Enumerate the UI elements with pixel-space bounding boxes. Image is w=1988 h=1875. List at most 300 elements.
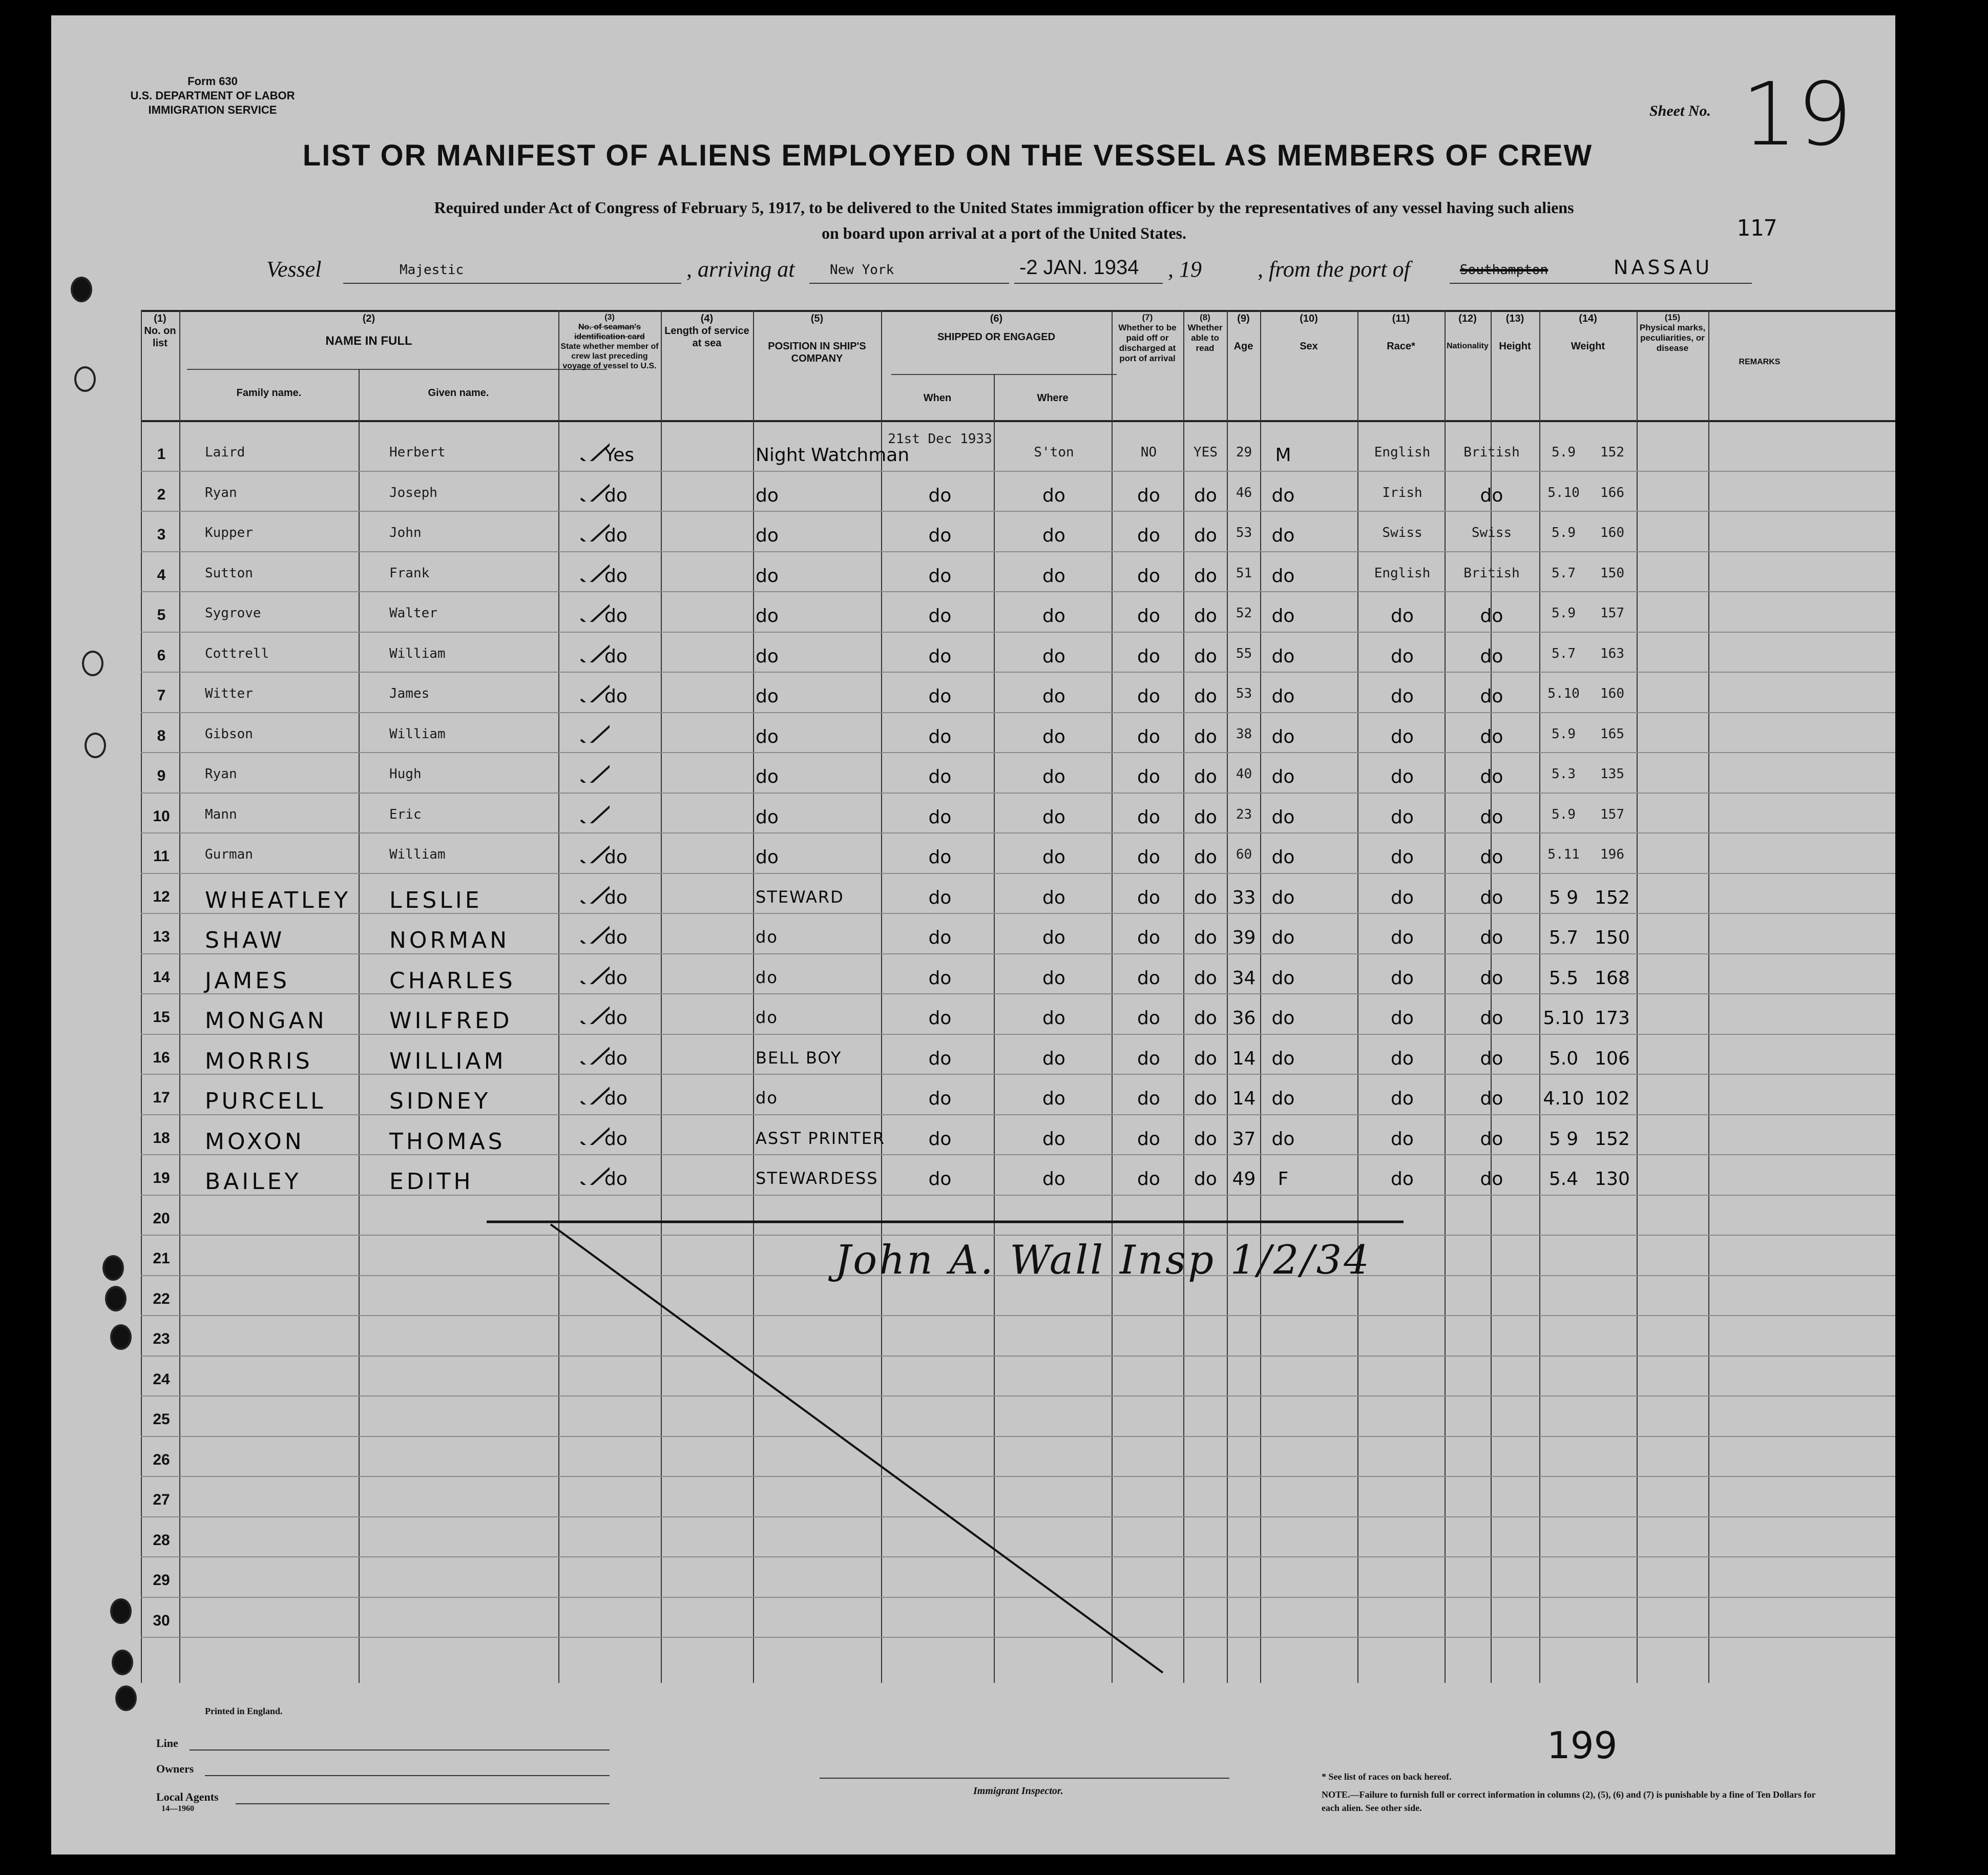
col-14-label: Weight — [1571, 341, 1605, 352]
cell-height: 5.9 — [1552, 726, 1576, 742]
sheet-number-label: Sheet No. — [1649, 102, 1711, 119]
cell-when: do — [928, 1088, 952, 1109]
row-number: 30 — [153, 1612, 170, 1629]
cell-age: 23 — [1236, 806, 1252, 822]
cell-when: do — [928, 1169, 952, 1190]
cell-weight: 102 — [1595, 1088, 1630, 1109]
cell-weight: 152 — [1595, 1128, 1630, 1150]
cell-height: 5.4 — [1548, 1169, 1579, 1190]
cell-read: do — [1194, 606, 1217, 627]
cell-race: do — [1391, 1048, 1414, 1069]
row-number: 14 — [153, 968, 170, 986]
cell-height: 5 9 — [1548, 1128, 1579, 1150]
cell-given: CHARLES — [389, 967, 516, 994]
cell-sex: F — [1278, 1169, 1289, 1190]
cell-prev: do — [604, 967, 627, 989]
cell-height: 5.10 — [1547, 485, 1580, 501]
cell-prev: do — [604, 686, 627, 707]
cell-paid: NO — [1140, 445, 1157, 460]
date-stamp: -2 JAN. 1934 — [1019, 256, 1139, 279]
col-9-number: (9) — [1237, 313, 1250, 324]
penalty-note: NOTE.—Failure to furnish full or correct information in columns (2), (5), (6) and (7) is punishable by a fine of Ten Dollars for each alien. See other side. — [1322, 1789, 1816, 1813]
col-7-number: (7) — [1142, 312, 1153, 322]
cell-position: do — [756, 565, 779, 587]
cell-read: do — [1194, 1128, 1217, 1150]
cell-given: John — [389, 525, 422, 540]
cell-given: WILLIAM — [389, 1048, 507, 1074]
cell-when: do — [928, 887, 952, 908]
col-2-label: NAME IN FULL — [325, 334, 412, 348]
col-6-where-header: Where — [1037, 392, 1069, 404]
cell-read: do — [1194, 1048, 1217, 1069]
cell-given: James — [389, 686, 430, 701]
cell-paid: do — [1137, 967, 1160, 989]
cell-race: do — [1391, 645, 1414, 667]
col-8-label: Whether able to read — [1187, 323, 1223, 353]
col-5-number: (5) — [810, 313, 824, 324]
cell-prev: do — [604, 847, 627, 868]
cell-where: do — [1042, 525, 1065, 546]
row-number: 6 — [157, 647, 166, 664]
col-1-label: No. on list — [144, 325, 176, 349]
cell-given: William — [389, 645, 446, 661]
col-3-label: State whether member of crew last preceding voyage of vessel to U.S. — [560, 342, 659, 370]
row-number: 8 — [157, 727, 166, 744]
cell-sex: do — [1271, 847, 1295, 868]
cell-height: 5.10 — [1543, 1008, 1584, 1029]
cell-height: 5.9 — [1552, 525, 1576, 540]
cell-where: do — [1042, 485, 1065, 506]
cell-prev: do — [604, 1128, 627, 1150]
cell-race: do — [1391, 606, 1414, 627]
cell-paid: do — [1137, 1128, 1160, 1150]
cell-age: 53 — [1236, 525, 1252, 540]
col-15-label: Physical marks, peculiarities, or disease — [1639, 323, 1706, 353]
cell-age: 39 — [1232, 927, 1256, 948]
cell-sex: do — [1271, 1128, 1295, 1150]
vessel-name: Majestic — [400, 262, 464, 278]
cell-given: Frank — [389, 565, 430, 581]
cell-age: 34 — [1232, 967, 1256, 989]
cell-where: do — [1042, 806, 1065, 828]
cell-race: do — [1391, 927, 1414, 948]
cell-height: 5 9 — [1548, 887, 1579, 908]
remarks-header: REMARKS — [1739, 358, 1781, 366]
cell-race: do — [1391, 1169, 1414, 1190]
cell-where: do — [1042, 726, 1065, 747]
cell-given: NORMAN — [389, 927, 510, 953]
col-1-number: (1) — [154, 313, 166, 324]
col-6-label: SHIPPED OR ENGAGED — [937, 331, 1056, 343]
row-number: 26 — [153, 1451, 170, 1468]
cell-family: Laird — [205, 445, 245, 460]
cell-read: do — [1194, 686, 1217, 707]
col-12-label: Nationality — [1447, 342, 1489, 350]
cell-position: STEWARDESS — [756, 1169, 878, 1188]
cell-sex: do — [1271, 726, 1295, 747]
col-11-label: Race* — [1387, 341, 1415, 352]
cell-nationality: do — [1480, 887, 1503, 908]
cell-race: English — [1374, 565, 1431, 581]
cell-position: STEWARD — [756, 887, 844, 907]
cell-sex: do — [1271, 806, 1295, 828]
col-2-family-header: Family name. — [236, 387, 302, 399]
cell-nationality: do — [1480, 726, 1503, 747]
cell-prev: do — [604, 1169, 627, 1190]
cell-sex: do — [1271, 1088, 1295, 1109]
cell-family: MORRIS — [205, 1048, 313, 1074]
cell-race: do — [1391, 887, 1414, 908]
cell-position: do — [756, 1088, 778, 1108]
cell-position: do — [756, 927, 778, 947]
cell-given: Walter — [389, 606, 437, 621]
row-number: 2 — [157, 486, 166, 503]
cell-given: William — [389, 847, 446, 862]
handwritten-mark: 199 — [1547, 1724, 1618, 1767]
cell-weight: 160 — [1600, 525, 1624, 540]
inspector-label: Immigrant Inspector. — [973, 1785, 1063, 1797]
cell-where: do — [1042, 847, 1065, 868]
cell-when: do — [928, 686, 952, 707]
col-15-number: (15) — [1664, 312, 1681, 322]
cell-when: do — [928, 806, 952, 828]
row-number: 3 — [157, 526, 166, 543]
cell-position: ASST PRINTER — [756, 1128, 886, 1148]
cell-race: do — [1391, 806, 1414, 828]
cell-paid: do — [1137, 1088, 1160, 1109]
cell-read: do — [1194, 967, 1217, 989]
cell-given: THOMAS — [389, 1128, 506, 1155]
cell-height: 5.9 — [1552, 606, 1576, 621]
cell-paid: do — [1137, 806, 1160, 828]
cell-position: do — [756, 485, 779, 506]
cell-given: Joseph — [389, 485, 437, 501]
year-label: , 19 — [1168, 257, 1202, 282]
cell-prev: do — [604, 1048, 627, 1069]
cell-paid: do — [1137, 887, 1160, 908]
cell-prev: do — [604, 1008, 627, 1029]
cell-height: 5.11 — [1547, 847, 1580, 862]
cell-race: do — [1391, 967, 1414, 989]
cell-nationality: do — [1480, 485, 1503, 506]
cell-given: LESLIE — [389, 887, 483, 913]
cell-sex: do — [1271, 645, 1295, 667]
cell-paid: do — [1137, 485, 1160, 506]
cell-age: 14 — [1232, 1048, 1256, 1069]
cell-prev: do — [604, 485, 627, 506]
cell-position: do — [756, 645, 779, 667]
row-number: 15 — [153, 1009, 170, 1026]
cell-sex: do — [1271, 606, 1295, 627]
row-number: 4 — [157, 566, 166, 584]
subtitle-line-1: Required under Act of Congress of February 5, 1917, to be delivered to the United States immigration officer by the representatives of any vessel having such aliens — [434, 198, 1574, 217]
cell-when: do — [928, 726, 952, 747]
cell-position: do — [756, 967, 778, 987]
cell-when: do — [928, 927, 952, 948]
cell-when: do — [928, 485, 952, 506]
row-number: 17 — [153, 1089, 170, 1106]
cell-family: Sutton — [205, 565, 253, 581]
cell-nationality: do — [1480, 967, 1503, 989]
cell-paid: do — [1137, 606, 1160, 627]
col-10-label: Sex — [1300, 341, 1318, 352]
cell-family: JAMES — [205, 967, 290, 994]
cell-paid: do — [1137, 726, 1160, 747]
cell-nationality: do — [1480, 686, 1503, 707]
races-note: * See list of races on back hereof. — [1322, 1772, 1452, 1782]
cell-position: do — [756, 606, 779, 627]
row-number: 25 — [153, 1411, 170, 1428]
cell-weight: 173 — [1595, 1008, 1630, 1029]
cell-race: Swiss — [1382, 525, 1422, 540]
cell-weight: 166 — [1600, 485, 1624, 501]
cell-family: Cottrell — [205, 645, 269, 661]
cell-given: EDITH — [389, 1169, 474, 1195]
cell-read: do — [1194, 726, 1217, 747]
cell-nationality: do — [1480, 606, 1503, 627]
cell-prev: do — [604, 927, 627, 948]
cell-when: do — [928, 565, 952, 587]
cell-position: do — [756, 766, 779, 787]
cell-position: do — [756, 1008, 778, 1027]
col-13-number: (13) — [1505, 313, 1524, 324]
cell-prev: do — [604, 565, 627, 587]
vessel-label: Vessel — [266, 257, 322, 282]
cell-sex: do — [1271, 766, 1295, 787]
cell-read: do — [1194, 1169, 1217, 1190]
cell-read: do — [1194, 645, 1217, 667]
cell-position: do — [756, 806, 779, 828]
cell-weight: 152 — [1595, 887, 1630, 908]
row-number: 18 — [153, 1129, 170, 1147]
cell-when: do — [928, 1128, 952, 1150]
cell-nationality: do — [1480, 927, 1503, 948]
cell-weight: 160 — [1600, 686, 1624, 701]
col-13-label: Height — [1499, 341, 1531, 352]
col-3-number: (3) — [604, 313, 615, 322]
cell-height: 5.9 — [1552, 445, 1576, 460]
cell-read: do — [1194, 525, 1217, 546]
cell-nationality: do — [1480, 766, 1503, 787]
cell-read: YES — [1194, 445, 1218, 460]
col-6-number: (6) — [990, 313, 1003, 324]
cell-family: Gurman — [205, 847, 253, 862]
cell-paid: do — [1137, 1048, 1160, 1069]
cell-read: do — [1194, 766, 1217, 787]
cell-family: BAILEY — [205, 1169, 302, 1195]
cell-read: do — [1194, 1088, 1217, 1109]
cell-when: do — [928, 1008, 952, 1029]
cell-age: 40 — [1236, 766, 1252, 782]
cell-age: 53 — [1236, 686, 1252, 701]
arriving-label: , arriving at — [686, 257, 795, 282]
cell-family: Sygrove — [205, 606, 261, 621]
cell-height: 5.0 — [1548, 1048, 1579, 1069]
cell-prev: do — [604, 525, 627, 546]
cell-race: do — [1391, 766, 1414, 787]
cell-family: SHAW — [205, 927, 285, 953]
cell-nationality: do — [1480, 645, 1503, 667]
row-number: 27 — [153, 1491, 170, 1508]
cell-race: do — [1391, 1088, 1414, 1109]
cell-when: do — [928, 525, 952, 546]
row-number: 12 — [153, 888, 170, 905]
cell-prev: Yes — [604, 445, 635, 466]
arriving-port: New York — [830, 262, 894, 278]
cell-given: Hugh — [389, 766, 422, 782]
cell-where: do — [1042, 927, 1065, 948]
cell-where: do — [1042, 766, 1065, 787]
col-14-number: (14) — [1579, 313, 1597, 324]
cell-weight: 135 — [1600, 766, 1624, 782]
col-2-number: (2) — [362, 313, 375, 324]
cell-sex: do — [1271, 565, 1295, 587]
cell-read: do — [1194, 1008, 1217, 1029]
cell-family: MOXON — [205, 1128, 305, 1155]
cell-where: S'ton — [1034, 445, 1074, 460]
cell-height: 5.3 — [1552, 766, 1576, 782]
cell-where: do — [1042, 686, 1065, 707]
cell-read: do — [1194, 806, 1217, 828]
cell-family: WHEATLEY — [205, 887, 351, 913]
cell-position: do — [756, 525, 779, 546]
col-4-label: Length of service at sea — [664, 325, 749, 349]
cell-age: 46 — [1236, 485, 1252, 501]
cell-nationality: British — [1463, 565, 1520, 581]
cell-weight: 150 — [1595, 927, 1630, 948]
cell-sex: do — [1271, 485, 1295, 506]
cell-height: 5.7 — [1548, 927, 1579, 948]
cell-when: do — [928, 766, 952, 787]
cell-where: do — [1042, 887, 1065, 908]
row-number: 7 — [157, 687, 166, 704]
cell-sex: do — [1271, 1048, 1295, 1069]
cell-height: 5.7 — [1552, 565, 1576, 581]
cell-family: Gibson — [205, 726, 253, 742]
cell-weight: 157 — [1600, 606, 1624, 621]
row-number: 9 — [157, 767, 166, 784]
cell-nationality: do — [1480, 1008, 1503, 1029]
cell-where: do — [1042, 1008, 1065, 1029]
row-number: 22 — [153, 1290, 170, 1307]
stamp-number: 117 — [1736, 215, 1777, 241]
cell-where: do — [1042, 606, 1065, 627]
cell-where: do — [1042, 1088, 1065, 1109]
col-2-given-header: Given name. — [428, 387, 489, 399]
row-number: 13 — [153, 928, 170, 945]
cell-when: do — [928, 847, 952, 868]
cell-height: 4.10 — [1543, 1088, 1584, 1109]
cell-family: Ryan — [205, 766, 237, 782]
cell-paid: do — [1137, 645, 1160, 667]
local-agents-label: Local Agents — [156, 1790, 219, 1803]
cell-family: Mann — [205, 806, 237, 822]
row-number: 20 — [153, 1210, 170, 1227]
cell-when: do — [928, 967, 952, 989]
row-number: 28 — [153, 1531, 170, 1549]
from-port-label: , from the port of — [1258, 257, 1410, 282]
cell-sex: do — [1271, 686, 1295, 707]
cell-nationality: do — [1480, 1088, 1503, 1109]
cell-given: WILFRED — [389, 1008, 513, 1034]
cell-family: Kupper — [205, 525, 253, 540]
cell-age: 14 — [1232, 1088, 1256, 1109]
cell-age: 38 — [1236, 726, 1252, 742]
row-number: 19 — [153, 1170, 170, 1186]
col-3-struck: No. of seaman's identification card — [574, 323, 645, 341]
col-5-label: POSITION IN SHIP'S COMPANY — [768, 341, 866, 364]
row-number: 5 — [157, 607, 166, 623]
cell-age: 33 — [1232, 887, 1256, 908]
cell-race: do — [1391, 726, 1414, 747]
cell-position: do — [756, 726, 779, 747]
cell-when: do — [928, 1048, 952, 1069]
col-8-number: (8) — [1200, 312, 1210, 322]
cell-sex: do — [1271, 967, 1295, 989]
col-9-label: Age — [1233, 341, 1253, 352]
row-number: 29 — [153, 1572, 170, 1589]
cell-race: do — [1391, 1128, 1414, 1150]
row-number: 16 — [153, 1049, 170, 1066]
cell-position: do — [756, 686, 779, 707]
row-number: 1 — [157, 446, 166, 463]
cell-sex: do — [1271, 887, 1295, 908]
col-11-number: (11) — [1392, 313, 1410, 324]
cell-age: 51 — [1236, 565, 1252, 581]
cell-height: 5.9 — [1552, 806, 1576, 822]
col-12-number: (12) — [1458, 313, 1477, 324]
row-number: 10 — [153, 807, 170, 825]
cell-position: Night Watchman — [756, 445, 910, 466]
cell-prev: do — [604, 645, 627, 667]
cell-where: do — [1042, 645, 1065, 667]
cell-prev: do — [604, 887, 627, 908]
row-number: 21 — [153, 1250, 170, 1267]
cell-age: 49 — [1232, 1169, 1256, 1190]
cell-read: do — [1194, 927, 1217, 948]
cell-height: 5.7 — [1552, 645, 1576, 661]
cell-where: do — [1042, 565, 1065, 587]
cell-paid: do — [1137, 927, 1160, 948]
printed-in-label: Printed in England. — [205, 1706, 283, 1716]
cell-paid: do — [1137, 766, 1160, 787]
cell-paid: do — [1137, 1169, 1160, 1190]
cell-age: 37 — [1232, 1128, 1256, 1150]
cell-race: English — [1374, 445, 1431, 460]
cell-when: do — [928, 606, 952, 627]
cell-where: do — [1042, 1128, 1065, 1150]
cell-weight: 157 — [1600, 806, 1624, 822]
inspector-signature: John A. Wall Insp 1/2/34 — [835, 1237, 1371, 1283]
cell-weight: 163 — [1600, 645, 1624, 661]
department-name: U.S. DEPARTMENT OF LABOR — [130, 89, 295, 102]
cell-weight: 130 — [1595, 1169, 1630, 1190]
cell-race: do — [1391, 686, 1414, 707]
subtitle-line-2: on board upon arrival at a port of the United States. — [821, 224, 1186, 242]
cell-weight: 165 — [1600, 726, 1624, 742]
row-number: 11 — [153, 848, 170, 865]
row-number: 24 — [153, 1370, 170, 1388]
sheet-number-value: 19 — [1742, 64, 1853, 165]
col-6-when-header: When — [923, 392, 952, 404]
cell-when: 21st Dec 1933 — [888, 431, 992, 447]
cell-nationality: do — [1480, 1048, 1503, 1069]
cell-paid: do — [1137, 686, 1160, 707]
cell-nationality: do — [1480, 806, 1503, 828]
cell-sex: do — [1271, 525, 1295, 546]
cell-nationality: do — [1480, 1169, 1503, 1190]
form-number: Form 630 — [187, 75, 238, 88]
